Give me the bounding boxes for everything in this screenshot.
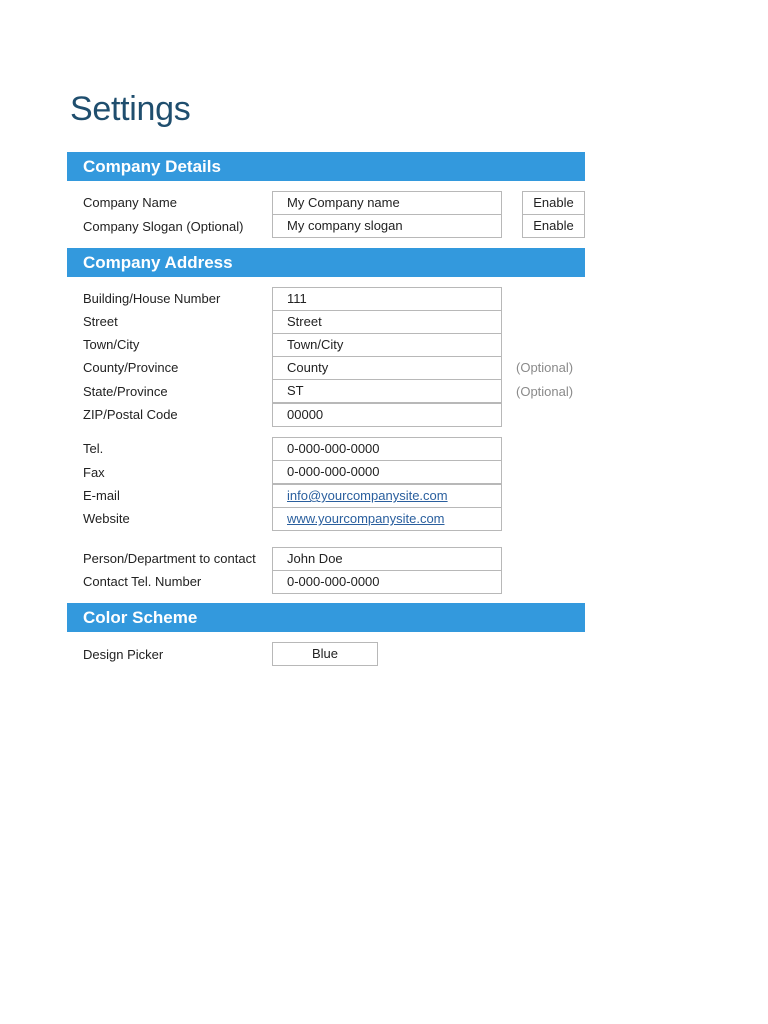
website-field[interactable]	[272, 507, 502, 531]
design-picker-label: Design Picker	[83, 647, 164, 662]
design-picker-row	[0, 643, 768, 666]
street-label: Street	[83, 314, 118, 329]
company-slogan-label: Company Slogan (Optional)	[83, 219, 244, 234]
email-label: E-mail	[83, 488, 120, 503]
zip-field[interactable]: 00000	[272, 403, 502, 427]
website-link[interactable]: www.yourcompanysite.com	[287, 511, 445, 526]
email-field[interactable]	[272, 484, 502, 508]
building-label: Building/House Number	[83, 291, 221, 306]
company-name-enable-button[interactable]: Enable	[522, 191, 585, 215]
person-label: Person/Department to contact	[83, 551, 256, 566]
county-optional-note: (Optional)	[516, 360, 574, 375]
design-picker-dropdown[interactable]: Blue	[272, 642, 378, 666]
contact-tel-label: Contact Tel. Number	[83, 574, 202, 589]
company-name-label: Company Name	[83, 195, 177, 210]
company-name-field[interactable]: My Company name	[272, 191, 502, 215]
building-field[interactable]: 111	[272, 287, 502, 311]
contact-tel-field[interactable]: 0-000-000-0000	[272, 570, 502, 594]
fax-field[interactable]: 0-000-000-0000	[272, 460, 502, 484]
street-field[interactable]: Street	[272, 310, 502, 334]
company-slogan-field[interactable]: My company slogan	[272, 214, 502, 238]
county-field[interactable]: County	[272, 356, 502, 380]
company-slogan-enable-button[interactable]: Enable	[522, 214, 585, 238]
tel-field[interactable]: 0-000-000-0000	[272, 437, 502, 461]
person-field[interactable]: John Doe	[272, 547, 502, 571]
state-field[interactable]: ST	[272, 379, 502, 403]
section-header-company-address: Company Address	[67, 248, 585, 277]
email-link[interactable]: info@yourcompanysite.com	[287, 488, 448, 503]
page-title: Settings	[70, 90, 191, 128]
county-label: County/Province	[83, 360, 179, 375]
section-header-color-scheme: Color Scheme	[67, 603, 585, 632]
zip-label: ZIP/Postal Code	[83, 407, 178, 422]
tel-label: Tel.	[83, 441, 104, 456]
town-field[interactable]: Town/City	[272, 333, 502, 357]
state-optional-note: (Optional)	[516, 384, 574, 399]
state-label: State/Province	[83, 384, 168, 399]
section-header-company-details: Company Details	[67, 152, 585, 181]
fax-label: Fax	[83, 465, 105, 480]
town-label: Town/City	[83, 337, 140, 352]
website-label: Website	[83, 511, 130, 526]
